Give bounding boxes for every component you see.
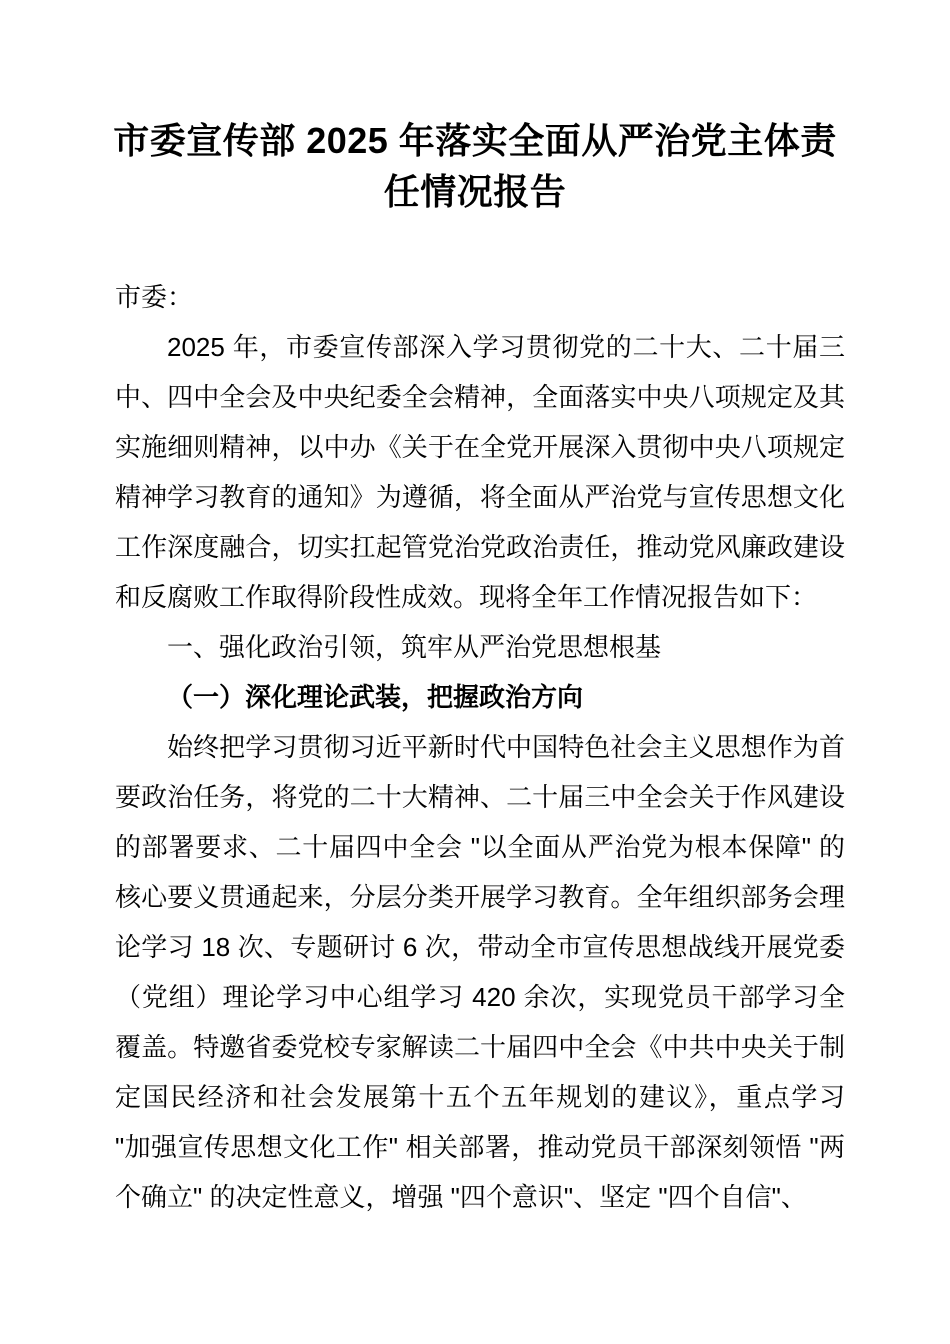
document-body bbox=[0, 272, 950, 1222]
salutation: 市委： bbox=[115, 282, 194, 312]
paragraph-intro: 2025 年，市委宣传部深入学习贯彻党的二十大、二十届三中、四中全会及中央纪委全会精神，全面落实中央八项规定及其实施细则精神，以中办《关于在全党开展深入贯彻中央八项规定精神学习教育的通知》为遵循，将全面从严治党与宣传思想文化工作深度融合，切实扛起管党治党政治责任，推动党风廉政建设和反腐败工作取得阶段性成效。现将全年工作情况报告如下： bbox=[115, 332, 845, 612]
paragraph-theory-armament: 始终把学习贯彻习近平新时代中国特色社会主义思想作为首要政治任务，将党的二十大精神、二十届三中全会关于作风建设的部署要求、二十届四中全会 "以全面从严治党为根本保障" 的核心要义贯通起来，分层分类开展学习教育。全年组织部务会理论学习 18 次、专题研讨 6 次，带动全市宣传思想战线开展党委（党组）理论学习中心组学习 420 余次，实现党员干部学习全覆盖。特邀省委党校专家解读二十届四中全会《中共中央关于制定国民经济和社会发展第十五个五年规划的建议》，重点学习 "加强宣传思想文化工作" 相关部署，推动党员干部深刻领悟 "两个确立" 的决定性意义，增强 "四个意识"、坚定 "四个自信"、 bbox=[115, 732, 845, 1212]
section-heading-1: 一、强化政治引领，筑牢从严治党思想根基 bbox=[167, 632, 662, 662]
document-title: 市委宣传部 2025 年落实全面从严治党主体责任情况报告 bbox=[113, 120, 837, 212]
subsection-heading-1-1: （一）深化理论武装，把握政治方向 bbox=[167, 682, 584, 712]
